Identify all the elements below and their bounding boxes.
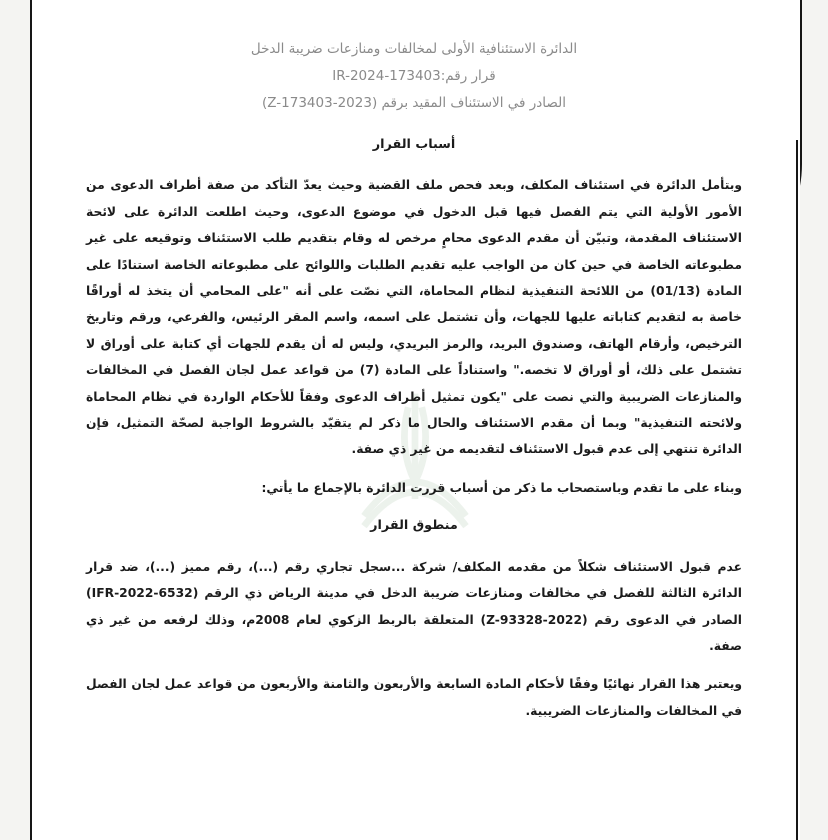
reasons-paragraph: وبتأمل الدائرة في استئناف المكلف، وبعد فحص ملف القضية وحيث يعدّ التأكد من صفة أطراف الدعوى من الأمور الأولية التي يتم الفصل فيها قبل الدخول في موضوع الدعوى، وحيث اطلعت الدائرة على لائحة الاستئناف المقدمة، وتبيّن أن مقدم الدعوى محامٍ مرخص له وقام بتقديم طلب الاستئناف وتوقيعه على غير مطبوعاته الخاصة في حين كان من الواجب عليه تقديم الطلبات واللوائح على مطبوعاته الخاصة استنادًا على المادة (01/13) من اللائحة التنفيذية لنظام المحاماة، التي نصّت على أنه "على المحامي أن يتخذ له أوراقًا خاصة به لتقديم كتاباته عليها للجهات، وأن تشتمل على اسمه، واسم المقر الرئيس، والفرعي، ورقم وتاريخ الترخيص، وأرقام الهاتف، وصندوق البريد، والرمز البريدي، وليس له أن يقدم للجهات أي كتابة على أوراق لا تشتمل على ذلك، أو أوراق لا تخصه." واستناداً على المادة (7) من قواعد عمل لجان الفصل في المخالفات والمنازعات الضريبية والتي نصت على "يكون تمثيل أطراف الدعوى وفقاً للأحكام الواردة في نظام المحاماة ولائحته التنفيذية" وبما أن مقدم الاستئناف والحال ما ذكر لم يتقيّد بالشروط الواجبة لصحّة التمثيل، فإن الدائرة تنتهي إلى عدم قبول الاستئناف لتقديمه من غير ذي صفة. <box>86 178 742 457</box>
ruling-heading: منطوق القرار <box>370 518 458 534</box>
document-body <box>86 128 742 736</box>
circuit-name: الدائرة الاستئنافية الأولى لمخالفات ومنازعات ضريبة الدخل <box>250 41 578 57</box>
reasons-heading: أسباب القرار <box>372 137 456 152</box>
transition-paragraph: وبناء على ما تقدم وباستصحاب ما ذكر من أسباب قررت الدائرة بالإجماع ما يأتي: <box>261 480 742 495</box>
decision-number: قرار رقم:IR-2024-173403 <box>332 68 496 84</box>
appeal-reference: الصادر في الاستئناف المقيد برقم (Z-173403-2023) <box>262 95 566 111</box>
ruling-paragraph-2: ويعتبر هذا القرار نهائيًا وفقًا لأحكام المادة السابعة والأربعون والثامنة والأربعون من قواعد عمل لجان الفصل في المخالفات والمنازعات الضريبية. <box>86 677 742 718</box>
document-header <box>60 36 768 117</box>
ruling-paragraph-1: عدم قبول الاستئناف شكلاً من مقدمه المكلف/ شركة ...سجل تجاري رقم (...)، رقم مميز (...)، ضد قرار الدائرة الثالثة للفصل في مخالفات ومنازعات ضريبة الدخل في مدينة الرياض ذي الرقم (IFR-2022-6532) الصادر في الدعوى رقم (Z-93328-2022) المتعلقة بالربط الزكوي لعام 2008م، وذلك لرفعه من غير ذي صفة. <box>86 559 742 653</box>
